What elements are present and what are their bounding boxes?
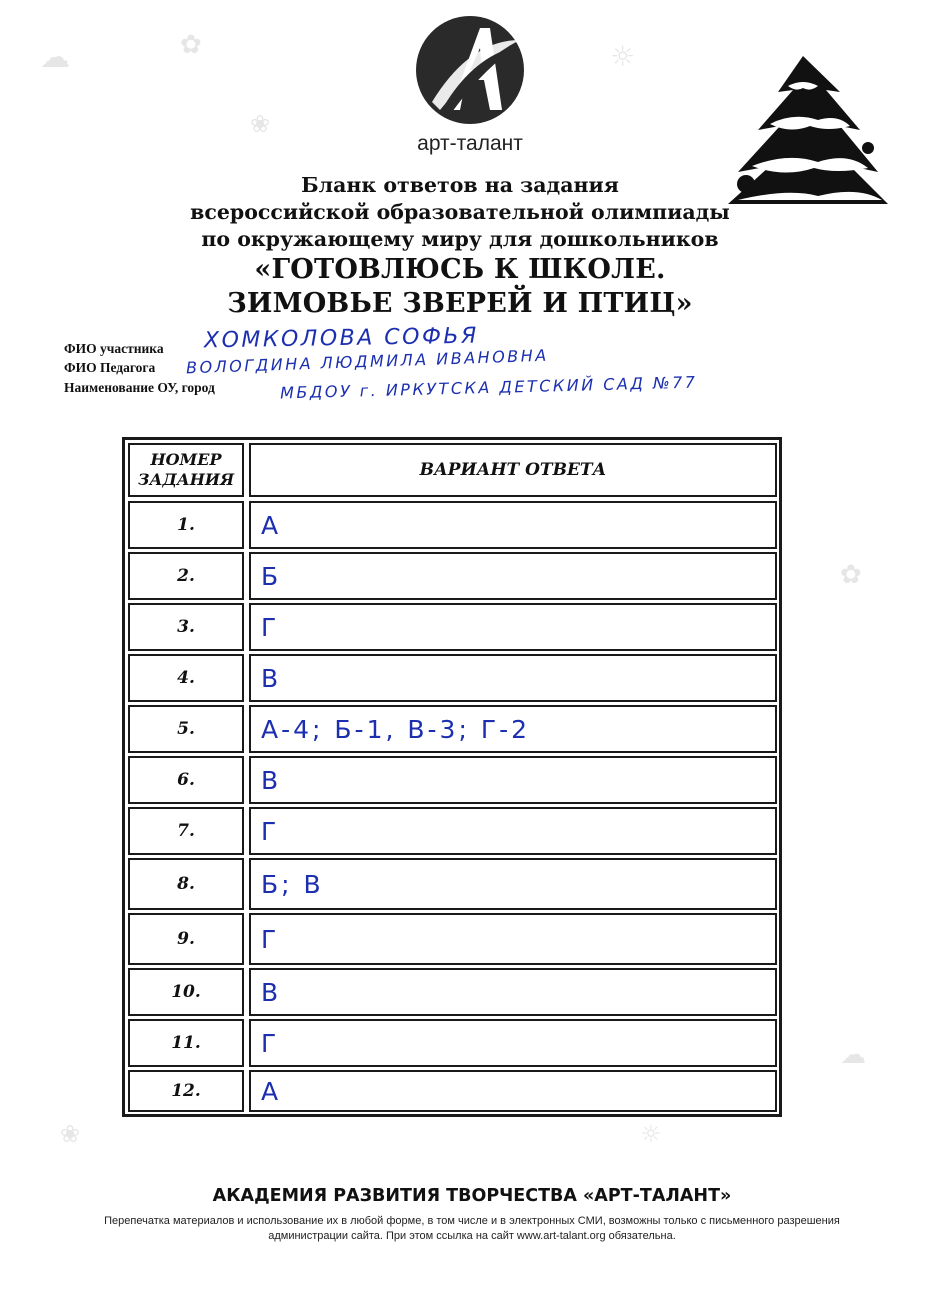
participant-name-field[interactable]: ХОМКОЛОВА СОФЬЯ [203,323,479,354]
olympiad-name-line-1: «ГОТОВЛЮСЬ К ШКОЛЕ. [254,254,666,285]
task-number-cell: 11. [128,1019,244,1067]
logo-brand-text: арт-талант [417,132,523,155]
task-number-cell: 5. [128,705,244,753]
background-doodle: ☼ [640,1120,662,1148]
task-number-cell: 7. [128,807,244,855]
title-line-2: всероссийской образовательной олимпиады [190,200,730,224]
answer-cell[interactable]: В [249,968,777,1016]
background-doodle: ✿ [180,30,202,60]
task-number-cell: 9. [128,913,244,965]
logo-a-icon [410,10,530,130]
task-number-cell: 4. [128,654,244,702]
answer-cell[interactable]: В [249,756,777,804]
answer-table [122,437,782,1117]
header-answer-variant: ВАРИАНТ ОТВЕТА [249,443,777,497]
footer-copyright-note: Перепечатка материалов и использование их в любой форме, в том числе и в электронных СМИ, возможны только с письменного разрешения администрации сайта. При этом ссылка на сайт www.art-talant.org обязательна. [104,1215,840,1242]
task-number-cell: 8. [128,858,244,910]
answer-cell[interactable]: Г [249,603,777,651]
answer-cell[interactable]: А-4; Б-1, В-3; Г-2 [249,705,777,753]
background-doodle: ❀ [250,110,271,138]
document-title [110,172,810,321]
answer-cell[interactable]: А [249,1070,777,1112]
teacher-label: ФИО Педагога [64,360,156,375]
background-doodle: ❀ [60,1120,81,1148]
answer-cell[interactable]: А [249,501,777,549]
answer-cell[interactable]: В [249,654,777,702]
answer-cell[interactable]: Г [249,807,777,855]
art-talant-logo [400,10,540,170]
background-doodle: ☁ [840,1040,866,1070]
header-task-number: НОМЕР ЗАДАНИЯ [128,443,244,497]
olympiad-name-line-2: ЗИМОВЬЕ ЗВЕРЕЙ И ПТИЦ» [227,288,693,319]
task-number-cell: 12. [128,1070,244,1112]
task-number-cell: 6. [128,756,244,804]
task-number-cell: 2. [128,552,244,600]
background-doodle: ☁ [40,40,70,75]
answer-cell[interactable]: Б [249,552,777,600]
answer-cell[interactable]: Г [249,913,777,965]
school-label: Наименование ОУ, город [64,380,215,395]
task-number-cell: 10. [128,968,244,1016]
task-number-cell: 3. [128,603,244,651]
background-doodle: ☼ [610,40,636,73]
teacher-name-field[interactable]: ВОЛОГДИНА ЛЮДМИЛА ИВАНОВНА [185,345,549,378]
answer-cell[interactable]: Б; В [249,858,777,910]
participant-label: ФИО участника [64,341,164,356]
title-line-3: по окружающему миру для дошкольников [201,227,719,251]
background-doodle: ✿ [840,560,862,590]
answer-cell[interactable]: Г [249,1019,777,1067]
school-name-field[interactable]: МБДОУ г. ИРКУТСКА ДЕТСКИЙ САД №77 [279,372,698,403]
title-line-1: Бланк ответов на задания [301,173,619,197]
footer-academy-title: АКАДЕМИЯ РАЗВИТИЯ ТВОРЧЕСТВА «АРТ-ТАЛАНТ» [212,1186,732,1206]
task-number-cell: 1. [128,501,244,549]
